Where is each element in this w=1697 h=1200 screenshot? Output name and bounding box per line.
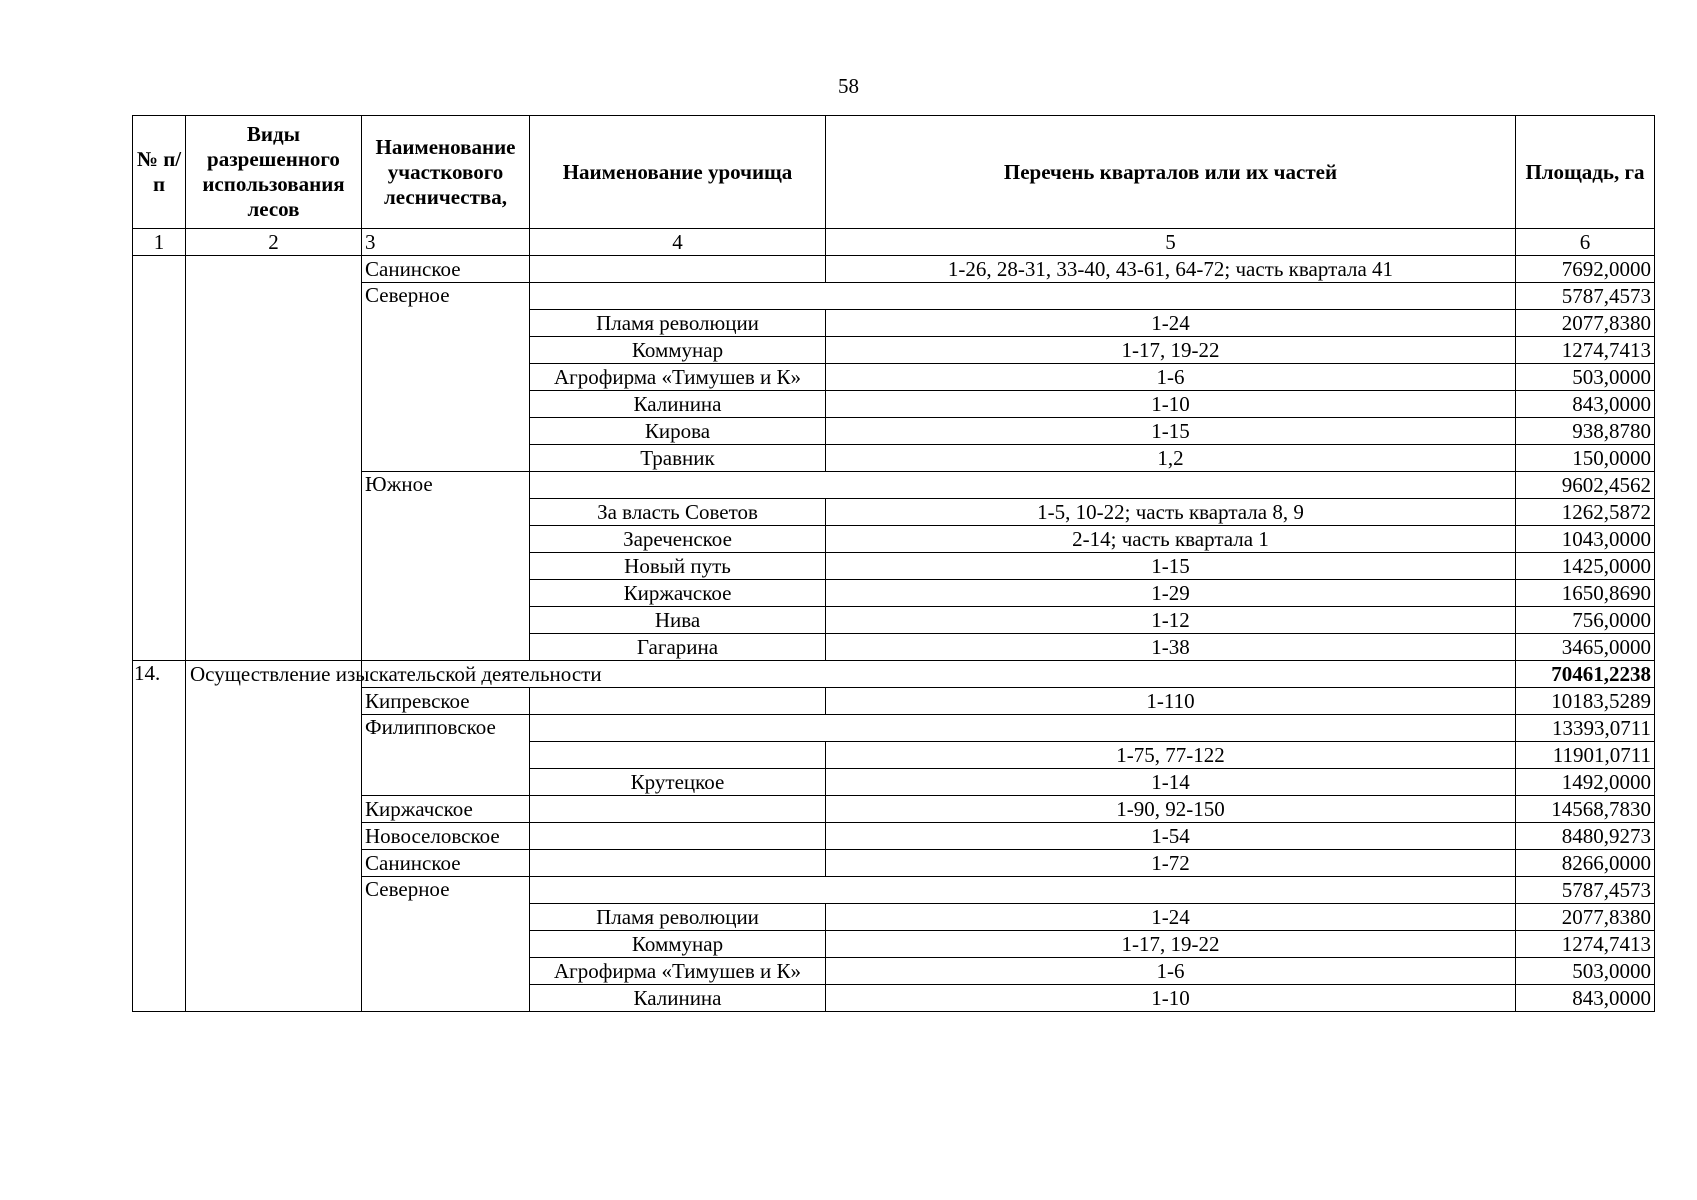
forestry-cell: Филипповское: [362, 715, 530, 796]
quarters-cell: 1-6: [826, 958, 1516, 985]
table-row: [133, 472, 1655, 499]
forestry-cell: Санинское: [362, 256, 530, 283]
quarters-cell: 1-72: [826, 850, 1516, 877]
quarters-cell: 1-12: [826, 607, 1516, 634]
area-cell: 10183,5289: [1516, 688, 1655, 715]
forestry-cell: Киржачское: [362, 796, 530, 823]
spanned-cell: [530, 877, 1516, 904]
quarters-cell: 1-15: [826, 418, 1516, 445]
forestry-cell: Южное: [362, 472, 530, 661]
area-cell: 1650,8690: [1516, 580, 1655, 607]
tract-cell: Нива: [530, 607, 826, 634]
header-area: Площадь, га: [1516, 116, 1655, 229]
tract-cell: Пламя революции: [530, 904, 826, 931]
quarters-cell: 1-26, 28-31, 33-40, 43-61, 64-72; часть квартала 41: [826, 256, 1516, 283]
area-total-cell: 70461,2238: [1516, 661, 1655, 688]
column-number: 4: [530, 229, 826, 256]
header-num: № п/п: [133, 116, 186, 229]
column-number: 3: [362, 229, 530, 256]
forestry-cell: Новоселовское: [362, 823, 530, 850]
quarters-cell: 1-24: [826, 310, 1516, 337]
header-forestry: Наименование участкового лесничества,: [362, 116, 530, 229]
forestry-cell: Кипревское: [362, 688, 530, 715]
tract-cell: Зареченское: [530, 526, 826, 553]
area-cell: 843,0000: [1516, 391, 1655, 418]
quarters-cell: 1-6: [826, 364, 1516, 391]
tract-cell: Травник: [530, 445, 826, 472]
tract-cell: За власть Советов: [530, 499, 826, 526]
forest-use-table: [132, 115, 1655, 1012]
area-cell: 13393,0711: [1516, 715, 1655, 742]
quarters-cell: 1-75, 77-122: [826, 742, 1516, 769]
page-number: 58: [838, 74, 859, 98]
table-row: [133, 688, 1655, 715]
tract-cell: [530, 742, 826, 769]
tract-cell: Кирова: [530, 418, 826, 445]
area-cell: 503,0000: [1516, 958, 1655, 985]
area-cell: 8266,0000: [1516, 850, 1655, 877]
tract-cell: [530, 796, 826, 823]
quarters-cell: 1-14: [826, 769, 1516, 796]
quarters-cell: 1-17, 19-22: [826, 337, 1516, 364]
tract-cell: Новый путь: [530, 553, 826, 580]
tract-cell: Калинина: [530, 985, 826, 1012]
tract-cell: [530, 256, 826, 283]
area-cell: 8480,9273: [1516, 823, 1655, 850]
tract-cell: Крутецкое: [530, 769, 826, 796]
tract-cell: Киржачское: [530, 580, 826, 607]
tract-cell: [530, 688, 826, 715]
header-tract: Наименование урочища: [530, 116, 826, 229]
column-number: 1: [133, 229, 186, 256]
area-cell: 1425,0000: [1516, 553, 1655, 580]
table-row: [133, 256, 1655, 283]
table-row: [133, 661, 1655, 688]
area-cell: 843,0000: [1516, 985, 1655, 1012]
area-cell: 5787,4573: [1516, 877, 1655, 904]
table-row: [133, 796, 1655, 823]
area-cell: 1492,0000: [1516, 769, 1655, 796]
area-cell: 756,0000: [1516, 607, 1655, 634]
quarters-cell: 1-17, 19-22: [826, 931, 1516, 958]
tract-cell: [530, 823, 826, 850]
table-row: [133, 850, 1655, 877]
table-row: [133, 877, 1655, 904]
quarters-cell: 2-14; часть квартала 1: [826, 526, 1516, 553]
column-number: 5: [826, 229, 1516, 256]
quarters-cell: 1-54: [826, 823, 1516, 850]
area-cell: 11901,0711: [1516, 742, 1655, 769]
tract-cell: Агрофирма «Тимушев и К»: [530, 364, 826, 391]
table-row: [133, 283, 1655, 310]
tract-cell: Коммунар: [530, 931, 826, 958]
header-use-type: Виды разрешенного использования лесов: [186, 116, 362, 229]
area-cell: 9602,4562: [1516, 472, 1655, 499]
forestry-cell: Северное: [362, 877, 530, 1012]
tract-cell: Гагарина: [530, 634, 826, 661]
tract-cell: Пламя революции: [530, 310, 826, 337]
quarters-cell: 1-5, 10-22; часть квартала 8, 9: [826, 499, 1516, 526]
quarters-cell: 1-38: [826, 634, 1516, 661]
quarters-cell: 1-10: [826, 391, 1516, 418]
header-row: [133, 116, 1655, 229]
area-cell: 503,0000: [1516, 364, 1655, 391]
area-cell: 2077,8380: [1516, 310, 1655, 337]
tract-cell: Калинина: [530, 391, 826, 418]
quarters-cell: 1-29: [826, 580, 1516, 607]
column-number: 6: [1516, 229, 1655, 256]
spanned-cell: [530, 715, 1516, 742]
area-cell: 1043,0000: [1516, 526, 1655, 553]
column-number-row: [133, 229, 1655, 256]
table-row: [133, 823, 1655, 850]
use-type-cell: Осуществление изыскательской деятельности: [186, 661, 362, 1012]
tract-cell: Коммунар: [530, 337, 826, 364]
area-cell: 938,8780: [1516, 418, 1655, 445]
area-cell: 2077,8380: [1516, 904, 1655, 931]
area-cell: 1262,5872: [1516, 499, 1655, 526]
area-cell: 150,0000: [1516, 445, 1655, 472]
quarters-cell: 1,2: [826, 445, 1516, 472]
forestry-cell: Северное: [362, 283, 530, 472]
area-cell: 3465,0000: [1516, 634, 1655, 661]
quarters-cell: 1-24: [826, 904, 1516, 931]
forestry-cell: Санинское: [362, 850, 530, 877]
area-cell: 14568,7830: [1516, 796, 1655, 823]
tract-cell: [530, 850, 826, 877]
use-type-cell: [186, 256, 362, 661]
area-cell: 1274,7413: [1516, 931, 1655, 958]
quarters-cell: 1-10: [826, 985, 1516, 1012]
area-cell: 5787,4573: [1516, 283, 1655, 310]
num-cell: 14.: [133, 661, 186, 1012]
header-quarters: Перечень кварталов или их частей: [826, 116, 1516, 229]
tract-cell: Агрофирма «Тимушев и К»: [530, 958, 826, 985]
num-cell: [133, 256, 186, 661]
quarters-cell: 1-90, 92-150: [826, 796, 1516, 823]
area-cell: 7692,0000: [1516, 256, 1655, 283]
spanned-cell: [530, 472, 1516, 499]
quarters-cell: 1-110: [826, 688, 1516, 715]
column-number: 2: [186, 229, 362, 256]
spanned-cell: [530, 283, 1516, 310]
quarters-cell: 1-15: [826, 553, 1516, 580]
table-row: [133, 715, 1655, 742]
area-cell: 1274,7413: [1516, 337, 1655, 364]
